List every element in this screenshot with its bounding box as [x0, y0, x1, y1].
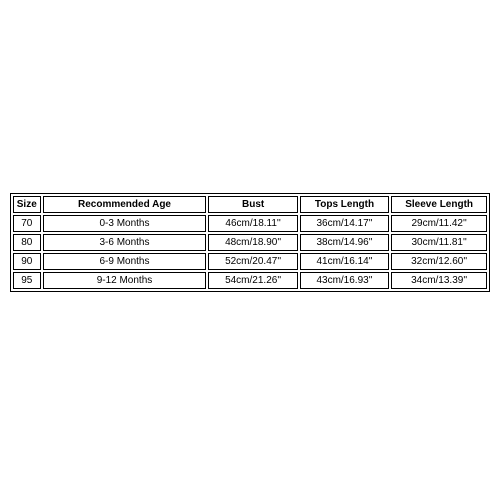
cell-size: 95: [13, 272, 41, 289]
cell-tops-length: 36cm/14.17'': [300, 215, 390, 232]
header-row: [13, 196, 487, 213]
header-sleeve-length: Sleeve Length: [391, 196, 487, 213]
header-bust: Bust: [208, 196, 297, 213]
header-size: Size: [13, 196, 41, 213]
size-chart-body: [13, 215, 487, 289]
table-row: [13, 253, 487, 270]
cell-sleeve-length: 29cm/11.42'': [391, 215, 487, 232]
cell-recommended-age: 9-12 Months: [43, 272, 207, 289]
size-chart-header: [13, 196, 487, 213]
cell-size: 90: [13, 253, 41, 270]
cell-size: 70: [13, 215, 41, 232]
cell-sleeve-length: 32cm/12.60'': [391, 253, 487, 270]
table-row: [13, 272, 487, 289]
table-row: [13, 234, 487, 251]
cell-bust: 48cm/18.90'': [208, 234, 297, 251]
cell-tops-length: 38cm/14.96'': [300, 234, 390, 251]
cell-recommended-age: 0-3 Months: [43, 215, 207, 232]
cell-tops-length: 41cm/16.14'': [300, 253, 390, 270]
cell-sleeve-length: 30cm/11.81'': [391, 234, 487, 251]
cell-recommended-age: 6-9 Months: [43, 253, 207, 270]
cell-bust: 52cm/20.47'': [208, 253, 297, 270]
cell-size: 80: [13, 234, 41, 251]
cell-bust: 54cm/21.26'': [208, 272, 297, 289]
header-tops-length: Tops Length: [300, 196, 390, 213]
cell-bust: 46cm/18.11'': [208, 215, 297, 232]
table-row: [13, 215, 487, 232]
cell-recommended-age: 3-6 Months: [43, 234, 207, 251]
size-chart-table: [10, 193, 490, 292]
cell-tops-length: 43cm/16.93'': [300, 272, 390, 289]
header-recommended-age: Recommended Age: [43, 196, 207, 213]
cell-sleeve-length: 34cm/13.39'': [391, 272, 487, 289]
